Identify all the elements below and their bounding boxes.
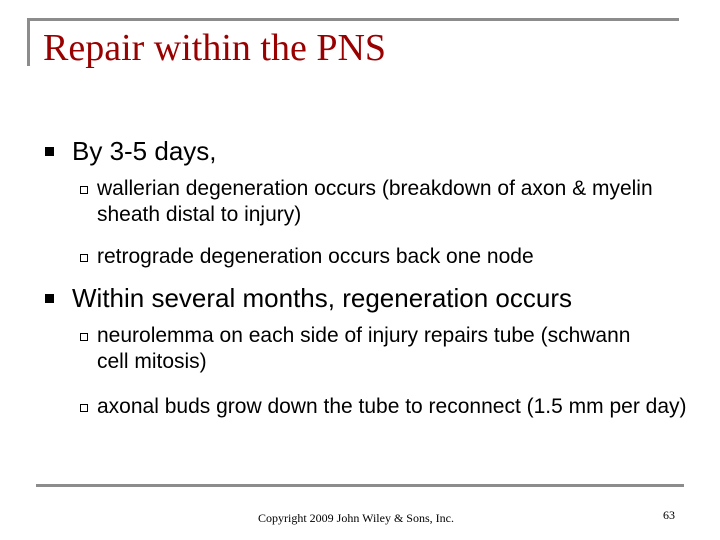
hollow-square-bullet-icon xyxy=(80,404,88,412)
hollow-square-bullet-icon xyxy=(80,254,88,262)
footer-divider-line xyxy=(36,484,684,487)
square-bullet-icon xyxy=(45,294,54,303)
bullet-1-sub-2-text: retrograde degeneration occurs back one node xyxy=(97,245,534,268)
bullet-1-text: By 3-5 days, xyxy=(72,136,217,166)
frame-left-line xyxy=(27,18,30,66)
bullet-2-text: Within several months, regeneration occurs xyxy=(72,283,573,313)
square-bullet-icon xyxy=(45,147,54,156)
hollow-square-bullet-icon xyxy=(80,333,88,341)
frame-top-line xyxy=(27,18,679,21)
hollow-square-bullet-icon xyxy=(80,186,88,194)
bullet-2-sub-2-text: axonal buds grow down the tube to reconnect (1.5 mm per day) xyxy=(97,395,687,418)
bullet-2-sub-1-text: neurolemma on each side of injury repairs tube (schwann cell mitosis) xyxy=(97,324,631,373)
slide-title: Repair within the PNS xyxy=(43,27,387,69)
bullet-1-sub-1-text: wallerian degeneration occurs (breakdown of axon & myelin sheath distal to injury) xyxy=(97,177,653,226)
page-number: 63 xyxy=(663,508,675,522)
copyright-footer: Copyright 2009 John Wiley & Sons, Inc. xyxy=(258,511,454,525)
